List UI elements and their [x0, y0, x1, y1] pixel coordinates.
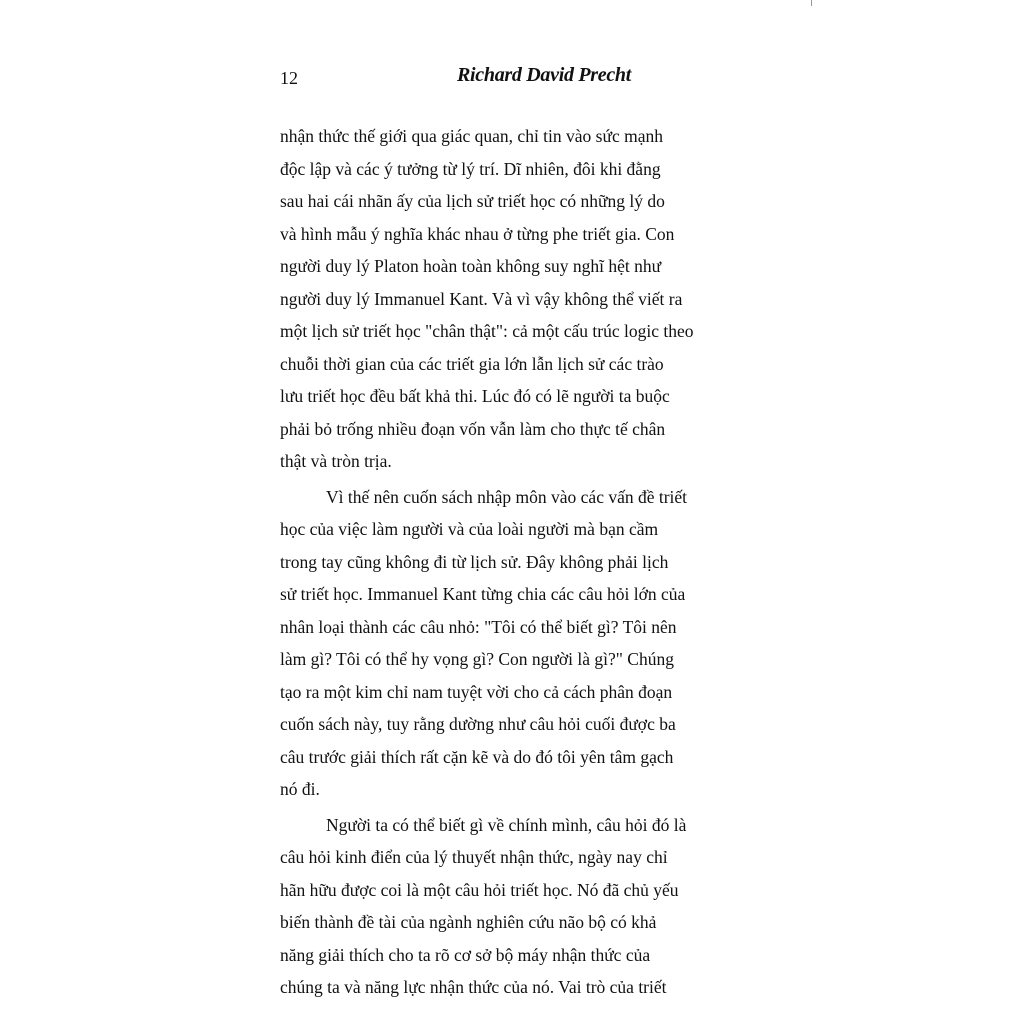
text-line: sau hai cái nhãn ấy của lịch sử triết học có những lý do — [280, 191, 665, 211]
text-line: lưu triết học đều bất khả thi. Lúc đó có lẽ người ta buộc — [280, 386, 670, 406]
text-line: câu trước giải thích rất cặn kẽ và do đó tôi yên tâm gạch — [280, 746, 674, 767]
text-line: một lịch sử triết học "chân thật": cả một cấu trúc logic theo — [280, 321, 694, 341]
running-head-author: Richard David Precht — [457, 64, 631, 86]
text-line: Vì thế nên cuốn sách nhập môn vào các vấn đề triết — [326, 486, 688, 507]
text-line: nhân loại thành các câu nhỏ: "Tôi có thể biết gì? Tôi nên — [280, 616, 677, 637]
text-line: câu hỏi kinh điển của lý thuyết nhận thức, ngày nay chỉ — [280, 847, 668, 867]
text-line: làm gì? Tôi có thể hy vọng gì? Con người là gì?" Chúng — [280, 649, 674, 669]
text-line: nó đi. — [280, 779, 320, 799]
text-line: người duy lý Immanuel Kant. Và vì vậy không thể viết ra — [280, 288, 683, 309]
text-line: hãn hữu được coi là một câu hỏi triết học. Nó đã chủ yếu — [280, 879, 679, 900]
text-line: sử triết học. Immanuel Kant từng chia các câu hỏi lớn của — [280, 584, 686, 604]
paragraph-2 — [280, 481, 785, 806]
body-text — [280, 120, 785, 1004]
text-line: chúng ta và năng lực nhận thức của nó. Vai trò của triết — [280, 977, 667, 997]
text-line: biến thành đề tài của ngành nghiên cứu não bộ có khả — [280, 912, 657, 932]
text-line: phải bỏ trống nhiều đoạn vốn vẫn làm cho thực tế chân — [280, 418, 666, 439]
page-header — [280, 62, 800, 92]
text-line: Người ta có thể biết gì về chính mình, câu hỏi đó là — [326, 814, 687, 835]
text-line: và hình mẫu ý nghĩa khác nhau ở từng phe triết gia. Con — [280, 223, 675, 244]
paragraph-1 — [280, 120, 785, 478]
text-line: nhận thức thế giới qua giác quan, chỉ tin vào sức mạnh — [280, 126, 663, 146]
text-line: tạo ra một kim chỉ nam tuyệt vời cho cả cách phân đoạn — [280, 681, 673, 702]
scan-mark — [805, 0, 812, 6]
paragraph-3 — [280, 809, 785, 1004]
text-line: năng giải thích cho ta rõ cơ sở bộ máy nhận thức của — [280, 944, 651, 965]
text-line: thật và tròn trịa. — [280, 451, 392, 471]
text-line: trong tay cũng không đi từ lịch sử. Đây không phải lịch — [280, 551, 669, 572]
text-line: độc lập và các ý tưởng từ lý trí. Dĩ nhiên, đôi khi đằng — [280, 158, 661, 179]
text-line: cuốn sách này, tuy rằng dường như câu hỏi cuối được ba — [280, 714, 676, 734]
text-line: người duy lý Platon hoàn toàn không suy nghĩ hệt như — [280, 256, 662, 276]
text-line: học của việc làm người và của loài người mà bạn cầm — [280, 519, 659, 539]
text-line: chuỗi thời gian của các triết gia lớn lẫn lịch sử các trào — [280, 353, 664, 374]
page-number: 12 — [280, 68, 298, 88]
